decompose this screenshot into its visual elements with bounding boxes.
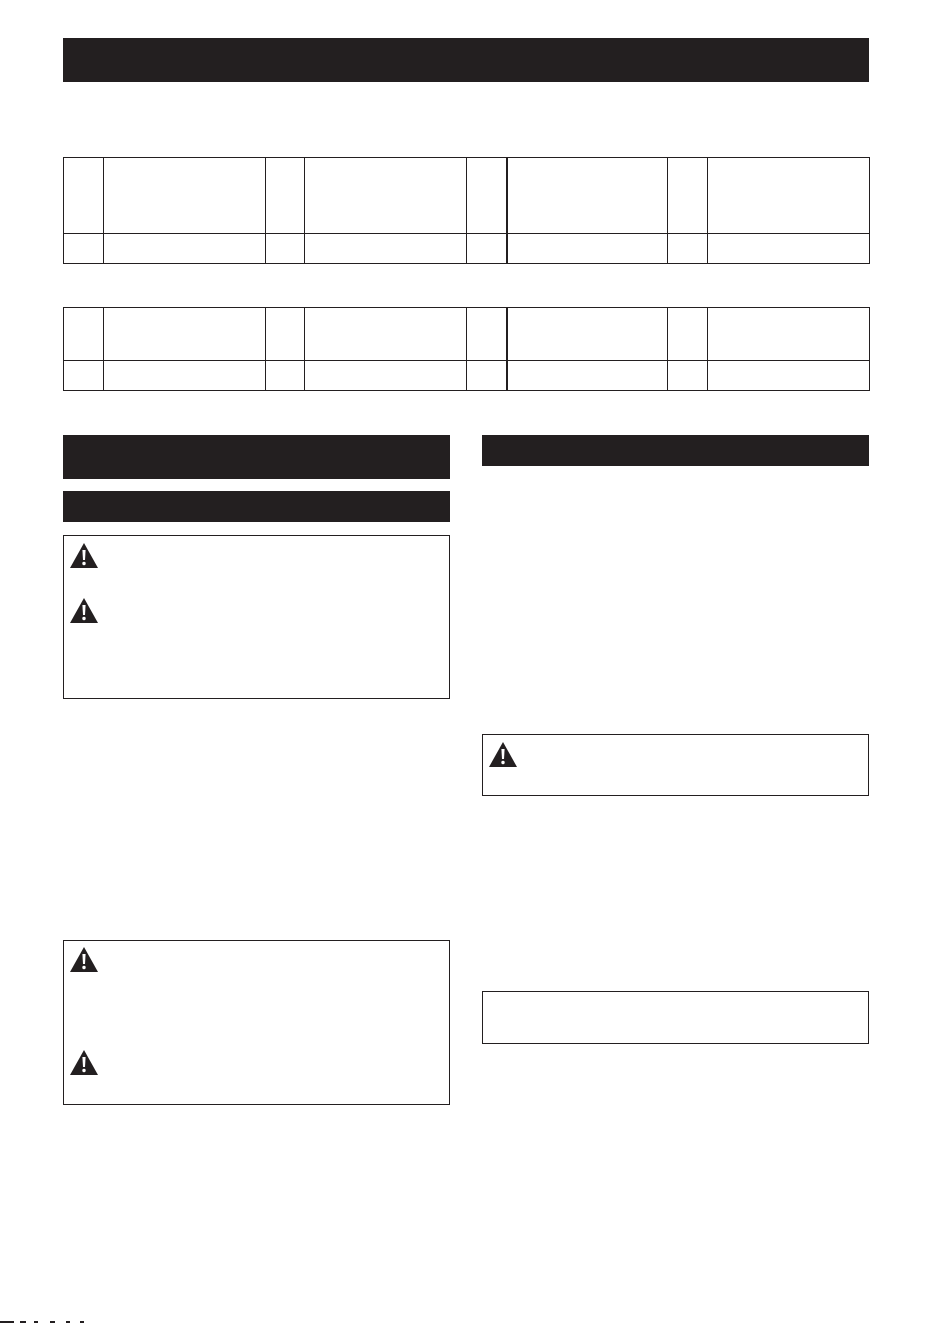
- table-row: [64, 308, 870, 361]
- warning-triangle-icon: [69, 597, 99, 624]
- table-cell: [668, 308, 708, 361]
- table-cell: [708, 361, 870, 391]
- table-row: [64, 361, 870, 391]
- table-cell: [467, 361, 507, 391]
- left-subsection-heading-bar: [63, 491, 450, 522]
- warning-triangle-icon: [69, 946, 99, 973]
- table-cell: [266, 158, 305, 234]
- warning-box-1: [63, 535, 450, 699]
- table-cell: [266, 308, 305, 361]
- table-cell: [305, 234, 467, 264]
- section-title-bar: [63, 38, 869, 82]
- table-cell: [305, 308, 467, 361]
- note-box: [482, 991, 869, 1044]
- table-cell: [64, 158, 104, 234]
- warning-box-3: [482, 734, 869, 796]
- table-cell: [708, 158, 870, 234]
- right-section-heading-bar: [482, 435, 869, 466]
- warning-triangle-icon: [488, 741, 518, 768]
- table-cell: [64, 234, 104, 264]
- table-cell: [266, 361, 305, 391]
- table-cell: [507, 361, 668, 391]
- table-cell: [104, 158, 266, 234]
- table-cell: [708, 234, 870, 264]
- table-cell: [104, 361, 266, 391]
- table-cell: [507, 234, 668, 264]
- table-cell: [467, 158, 507, 234]
- warning-triangle-icon: [69, 1049, 99, 1076]
- table-cell: [467, 234, 507, 264]
- table-row: [64, 158, 870, 234]
- left-section-heading-bar: [63, 435, 450, 479]
- table-cell: [467, 308, 507, 361]
- spec-table-2: [63, 307, 870, 391]
- table-cell: [305, 361, 467, 391]
- table-cell: [305, 158, 467, 234]
- table-cell: [507, 308, 668, 361]
- table-cell: [668, 234, 708, 264]
- table-cell: [104, 308, 266, 361]
- table-cell: [104, 234, 266, 264]
- table-cell: [668, 361, 708, 391]
- page-footer-mark: [0, 1320, 90, 1324]
- table-cell: [266, 234, 305, 264]
- table-cell: [668, 158, 708, 234]
- warning-triangle-icon: [69, 542, 99, 569]
- table-cell: [64, 361, 104, 391]
- warning-box-2: [63, 940, 450, 1105]
- table-cell: [507, 158, 668, 234]
- spec-table-1: [63, 157, 870, 264]
- table-cell: [708, 308, 870, 361]
- table-row: [64, 234, 870, 264]
- table-cell: [64, 308, 104, 361]
